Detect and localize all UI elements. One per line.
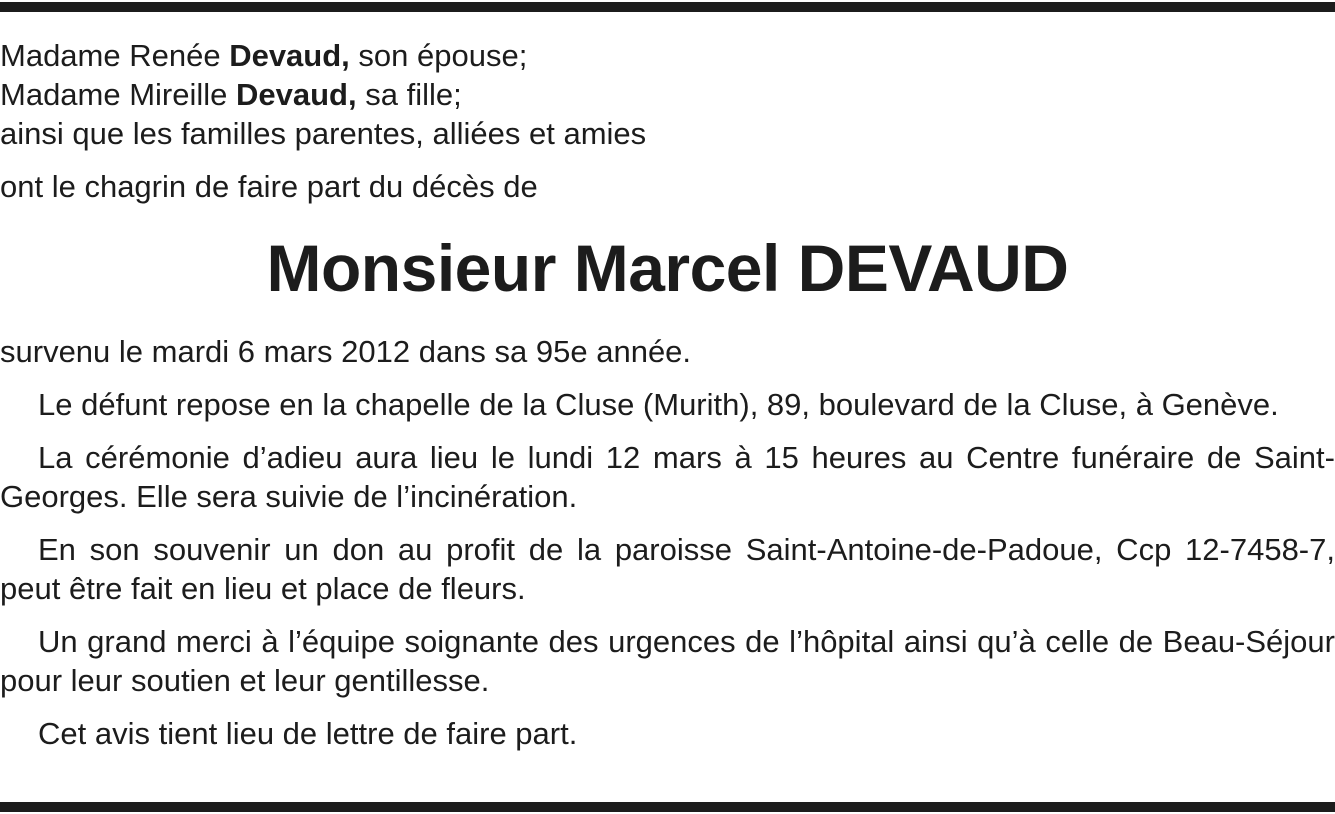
family-line-wife: Madame Renée Devaud, son épouse; [0, 38, 528, 73]
paragraph-donation: En son souvenir un don au profit de la paroisse Saint-Antoine-de-Padoue, Ccp 12-7458-7, peut être fait en lieu et place de fleurs. [0, 532, 1335, 606]
obituary-notice [0, 36, 1335, 753]
paragraph-thanks: Un grand merci à l’équipe soignante des urgences de l’hôpital ainsi qu’à celle de Beau-Séjour pour leur soutien et leur gentillesse. [0, 624, 1335, 698]
surname: Devaud, [229, 38, 350, 73]
paragraph-closing: Cet avis tient lieu de lettre de faire part. [38, 716, 578, 751]
deceased-name: Monsieur Marcel DEVAUD [266, 231, 1069, 305]
death-date-line: survenu le mardi 6 mars 2012 dans sa 95e année. [0, 334, 692, 369]
paragraph-rest-place: Le défunt repose en la chapelle de la Cluse (Murith), 89, boulevard de la Cluse, à Genève. [38, 387, 1279, 422]
family-line-daughter: Madame Mireille Devaud, sa fille; [0, 77, 462, 112]
family-line-relatives: ainsi que les familles parentes, alliées et amies [0, 116, 647, 151]
paragraph-ceremony: La cérémonie d’adieu aura lieu le lundi 12 mars à 15 heures au Centre funéraire de Saint-Georges. Elle sera suivie de l’incinération. [0, 440, 1335, 514]
announcement-line: ont le chagrin de faire part du décès de [0, 169, 538, 204]
top-border-rule [0, 2, 1335, 12]
surname: Devaud, [236, 77, 357, 112]
bottom-border-rule [0, 802, 1335, 812]
